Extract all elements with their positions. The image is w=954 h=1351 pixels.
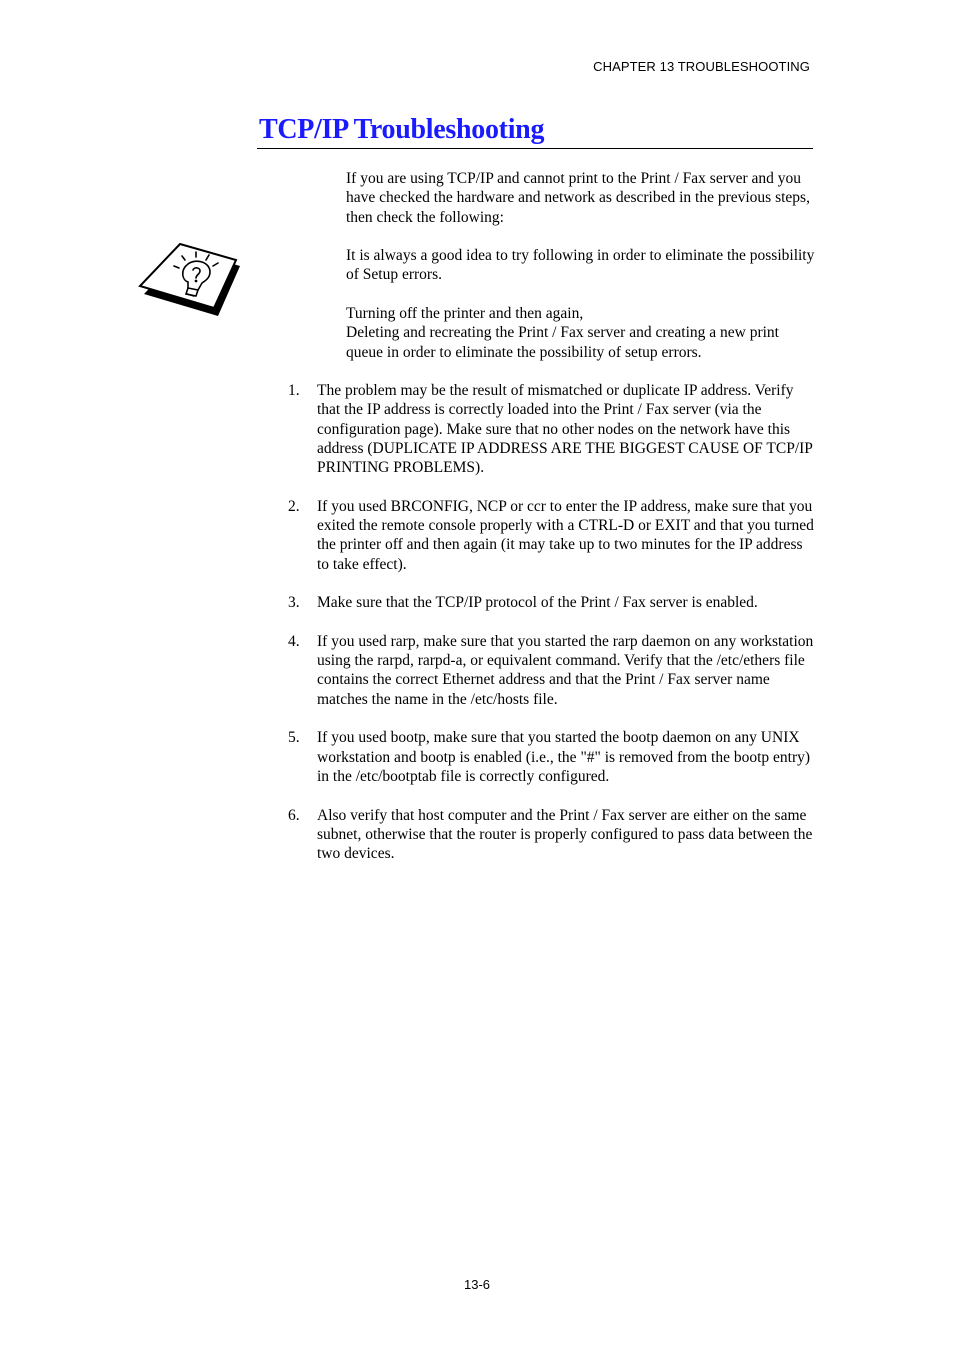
- list-item: [288, 728, 818, 786]
- tip-step-1: Turning off the printer and then again,: [346, 305, 584, 323]
- item-number: 1.: [288, 382, 300, 399]
- list-item: [288, 806, 818, 864]
- item-number: 4.: [288, 632, 300, 650]
- tip-paragraph: It is always a good idea to try following in order to eliminate the possibility of Setup errors.: [346, 247, 815, 284]
- troubleshooting-list: [288, 381, 818, 883]
- page-title: TCP/IP Troubleshooting: [259, 114, 545, 145]
- lightbulb-note-icon: [136, 236, 246, 322]
- list-item: [288, 497, 818, 574]
- intro-paragraph: If you are using TCP/IP and cannot print to the Print / Fax server and you have checked the hardware and network as described in the previous steps, then check the following:: [346, 170, 810, 226]
- item-text: The problem may be the result of mismatched or duplicate IP address. Verify that the IP address is correctly loaded into the Print / Fax server (via the configuration page). Make sure that no other nodes on the network have this address (DUPLICATE IP ADDRESS ARE THE BIGGEST CAUSE OF TCP/IP PRINTING PROBLEMS).: [317, 382, 813, 477]
- item-text: Make sure that the TCP/IP protocol of the Print / Fax server is enabled.: [317, 594, 758, 612]
- title-underline: [257, 148, 813, 149]
- item-number: 5.: [288, 729, 300, 747]
- item-text: If you used rarp, make sure that you started the rarp daemon on any workstation using the rarpd, rarpd-a, or equivalent command. Verify that the /etc/ethers file contains the correct Ethernet address and that the Print / Fax server name matches the name in the /etc/hosts file.: [317, 632, 814, 708]
- item-number: 6.: [288, 806, 300, 824]
- intro-section: [346, 169, 816, 381]
- item-text: If you used bootp, make sure that you started the bootp daemon on any UNIX workstation and bootp is enabled (i.e., the "#" is removed from the bootp entry) in the /etc/bootptab file is correctly configured.: [317, 729, 811, 785]
- list-item: [288, 381, 818, 477]
- page-number: 13-6: [463, 1277, 491, 1292]
- chapter-header: CHAPTER 13 TROUBLESHOOTING: [593, 59, 810, 74]
- tip-steps: [346, 304, 816, 362]
- item-text: If you used BRCONFIG, NCP or ccr to enter the IP address, make sure that you exited the remote console properly with a CTRL-D or EXIT and that you turned the printer off and then again (it may take up to two minutes for the IP address to take effect).: [317, 497, 814, 573]
- item-number: 3.: [288, 594, 300, 612]
- item-number: 2.: [288, 497, 300, 515]
- list-item: [288, 632, 818, 709]
- tip-step-2: Deleting and recreating the Print / Fax server and creating a new print queue in order to eliminate the possibility of setup errors.: [346, 324, 779, 361]
- list-item: [288, 593, 818, 612]
- item-text: Also verify that host computer and the Print / Fax server are either on the same subnet, otherwise that the router is properly configured to pass data between the two devices.: [317, 806, 813, 863]
